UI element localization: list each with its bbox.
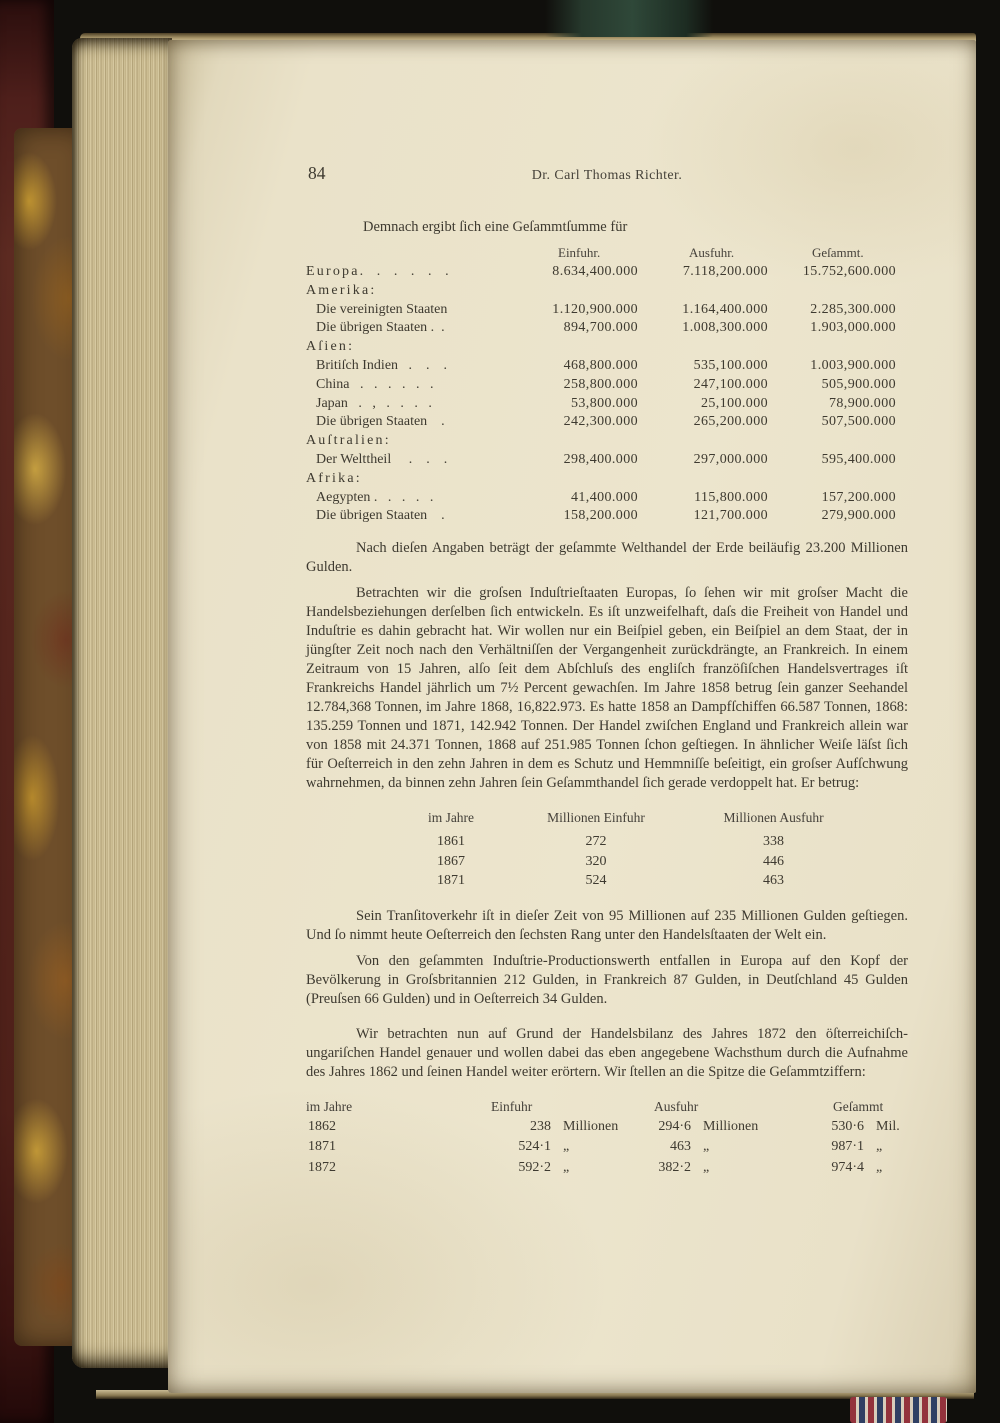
ausfuhr-value: 1.164,400.000 [682, 301, 768, 317]
table-row [306, 450, 908, 469]
ausfuhr-value: 1.008,300.000 [682, 320, 768, 336]
table-row [306, 375, 908, 394]
gesammtziffern-table [306, 1097, 908, 1179]
jahr-value: 1872 [308, 1159, 336, 1175]
column-header-ausfuhr: Ausfuhr [654, 1098, 699, 1114]
world-trade-table [306, 243, 908, 525]
einfuhr-cell [451, 1158, 569, 1177]
column-header-gesammt: Geſammt. [812, 245, 864, 260]
paragraph-production-per-head: Von den geſammten Induſtrie-Productionswerth entfallen in Europa auf den Kopf der Bevölkerung in Groſsbritannien 212 Gulden, in Frankreich 87 Gulden, in Deutſchland 45 Gulden (Preuſsen 66 Gulden) und in Oeſterreich 34 Gulden. [306, 952, 908, 1007]
ausfuhr-value: 265,200.000 [693, 414, 768, 430]
gesammt-value: 507,500.000 [821, 414, 896, 430]
column-header-einfuhr: Einfuhr [491, 1098, 533, 1114]
table-row [306, 488, 908, 507]
row-label: Die übrigen Staaten . [316, 414, 445, 430]
gesammt-cell [776, 1158, 882, 1177]
table-row [306, 1137, 908, 1158]
running-header: Dr. Carl Thomas Richter. [531, 168, 683, 183]
ausfuhr-value: 297,000.000 [693, 451, 768, 467]
row-label: Britiſch Indien . . . [316, 357, 448, 373]
jahr-value: 1871 [308, 1139, 336, 1155]
section-label: Afrika: [306, 470, 362, 486]
einfuhr-value: 524 [585, 873, 607, 889]
gesammt-value: 2.285,300.000 [810, 301, 896, 317]
gesammt-value: 15.752,600.000 [802, 264, 896, 279]
einfuhr-value: 592·2 [518, 1159, 551, 1175]
column-header-millionen-ausfuhr: Millionen Ausfuhr [723, 810, 824, 826]
jahr-value: 1867 [437, 853, 465, 869]
column-header-jahr: im Jahre [427, 810, 475, 826]
column-header-jahr: im Jahre [306, 1098, 353, 1114]
einfuhr-value: 158,200.000 [563, 508, 638, 524]
einfuhr-value: 298,400.000 [563, 451, 638, 467]
intro-line: Demnach ergibt ſich eine Geſammtſumme für [363, 219, 628, 235]
ausfuhr-unit: „ [703, 1139, 710, 1155]
einfuhr-unit: „ [563, 1139, 570, 1155]
einfuhr-unit: Millionen [563, 1118, 619, 1134]
section-label: Amerika: [306, 282, 377, 298]
table-section-asien [306, 337, 908, 356]
einfuhr-value: 894,700.000 [563, 320, 638, 336]
ausfuhr-value: 535,100.000 [693, 357, 768, 373]
ausfuhr-value: 463 [670, 1139, 691, 1155]
table-row [306, 1117, 908, 1138]
section-label: Auſtralien: [306, 433, 391, 449]
table-section-australien [306, 431, 908, 450]
ausfuhr-value: 382·2 [658, 1159, 691, 1175]
page-stack-edges [72, 38, 172, 1368]
paragraph-handelsbilanz-1872: Wir betrachten nun auf Grund der Handelsbilanz des Jahres 1872 den öſterreichiſch-ungariſchen Handel genauer und wollen dabei das eben angegebene Wachsthum durch die Aufnahme des Jahres 1862 und ſeinen Handel weiter erörtern. Wir ſtellen an die Spitze die Geſammtziffern: [306, 1025, 908, 1080]
jahr-value: 1861 [437, 834, 465, 850]
gesammt-unit: Mil. [876, 1118, 900, 1134]
gesammt-value: 1.003,900.000 [810, 357, 896, 373]
gesammt-value: 505,900.000 [821, 376, 896, 392]
ausfuhr-value: 294·6 [658, 1118, 691, 1134]
table-row-europa [306, 262, 908, 281]
table-section-afrika [306, 469, 908, 488]
gesammt-value: 78,900.000 [829, 395, 896, 411]
paragraph-transito: Sein Tranſitoverkehr iſt in dieſer Zeit von 95 Millionen auf 235 Millionen Gulden geſtiegen. Und ſo nimmt heute Oeſterreich den ſechsten Rang unter den Handelsſtaaten der Welt ein. [306, 907, 908, 943]
gesammt-value: 987·1 [831, 1139, 864, 1155]
ausfuhr-value: 25,100.000 [701, 395, 768, 411]
einfuhr-value: 320 [585, 853, 607, 869]
table2-header-row [391, 808, 871, 827]
ausfuhr-value: 121,700.000 [693, 508, 768, 524]
table-row [306, 300, 908, 319]
row-label: Der Welttheil . . . [316, 451, 448, 467]
gesammt-unit: „ [876, 1139, 883, 1155]
gesammt-value: 157,200.000 [821, 489, 896, 505]
einfuhr-value: 524·1 [518, 1139, 551, 1155]
table-row [306, 356, 908, 375]
gesammt-value: 530·6 [831, 1118, 864, 1134]
book-page [168, 40, 976, 1393]
row-label: Die übrigen Staaten . . [316, 320, 445, 336]
table-row [306, 506, 908, 525]
book-headband [850, 1397, 947, 1423]
section-label: Aſien: [306, 339, 355, 355]
ausfuhr-cell [606, 1137, 709, 1156]
book-cover-cloth [545, 0, 713, 37]
einfuhr-value: 53,800.000 [571, 395, 638, 411]
table-row [306, 318, 908, 337]
einfuhr-value: 8.634,400.000 [552, 264, 638, 279]
gesammt-cell [776, 1137, 882, 1156]
einfuhr-value: 1.120,900.000 [552, 301, 638, 317]
gesammt-value: 279,900.000 [821, 508, 896, 524]
einfuhr-value: 272 [585, 834, 607, 850]
gesammt-cell [776, 1117, 900, 1136]
einfuhr-cell [451, 1117, 618, 1136]
column-header-gesammt: Geſammt [833, 1098, 884, 1114]
column-header-einfuhr: Einfuhr. [558, 245, 601, 260]
row-label: Die vereinigten Staaten [316, 301, 448, 317]
row-label: Aegypten . . . . . [316, 489, 434, 505]
row-label: Europa. . . . . . [306, 264, 451, 279]
gesammt-value: 595,400.000 [821, 451, 896, 467]
row-label: Die übrigen Staaten . [316, 508, 445, 524]
row-label: China . . . . . . [316, 376, 434, 392]
ausfuhr-value: 7.118,200.000 [682, 264, 768, 279]
paragraph-world-total: Nach dieſen Angaben beträgt der geſammte Welthandel der Erde beiläufig 23.200 Millionen Gulden. [306, 540, 908, 576]
page-content [306, 163, 908, 1178]
einfuhr-value: 238 [530, 1118, 551, 1134]
jahr-value: 1862 [308, 1118, 336, 1134]
einfuhr-cell [451, 1137, 569, 1156]
ausfuhr-value: 463 [763, 873, 784, 889]
table-section-amerika [306, 281, 908, 300]
gesammt-unit: „ [876, 1159, 883, 1175]
jahr-value: 1871 [437, 873, 465, 889]
table-row [306, 394, 908, 413]
ausfuhr-cell [606, 1117, 758, 1136]
einfuhr-value: 468,800.000 [563, 357, 638, 373]
ausfuhr-value: 338 [763, 834, 784, 850]
ausfuhr-value: 446 [763, 853, 784, 869]
table-row [391, 871, 871, 891]
column-header-ausfuhr: Ausfuhr. [689, 245, 735, 260]
table1-header-row [306, 243, 908, 262]
table-row [306, 412, 908, 431]
table3-header-row [306, 1097, 908, 1117]
ausfuhr-value: 115,800.000 [694, 489, 768, 505]
column-header-millionen-einfuhr: Millionen Einfuhr [547, 810, 645, 826]
einfuhr-value: 41,400.000 [571, 489, 638, 505]
einfuhr-value: 258,800.000 [563, 376, 638, 392]
einfuhr-unit: „ [563, 1159, 570, 1175]
page-number: 84 [308, 163, 326, 183]
austria-growth-table [391, 808, 871, 891]
row-label: Japan . , . . . . [316, 395, 432, 411]
gesammt-value: 1.903,000.000 [810, 320, 896, 336]
ausfuhr-cell [606, 1158, 709, 1177]
table-row [306, 1158, 908, 1179]
paragraph-industry-states: Betrachten wir die groſsen Induſtrieſtaaten Europas, ſo ſehen wir mit groſser Macht die Handelsbeziehungen derſelben ſich entwickeln. Es iſt unzweifelhaft, daſs die Freiheit von Handel und Induſtrie es dahin gebracht hat. Wir wollen nur ein Beiſpiel geben, ein Beiſpiel an dem Staat, der in jüngſter Zeit noch nach den Verhältniſſen der Vergangenheit zurückdrängte, an Frankreich. In einem Zeitraum von 15 Jahren, alſo ſeit dem Abſchluſs des engliſch franzöſiſchen Handelsvertrages iſt Frankreichs Handel jährlich um 7½ Percent gewachſen. Im Jahre 1858 betrug ſein ganzer Seehandel 12.784,368 Tonnen, im Jahre 1868, 16,822.973. Es hatte 1858 an Dampfſchiffen 66.587 Tonnen, 1868: 135.259 Tonnen und 1871, 142.942 Tonnen. Der Handel zwiſchen England und Frankreich allein war von 1858 mit 24.371 Tonnen, 1868 auf 251.985 Tonnen ſchon geſtiegen. In ähnlicher Weiſe läſst ſich für Oeſterreich in den zehn Jahren in dem es Schutz und Hemmniſſe beſeitigt, ein groſser Aufſchwung wahrnehmen, da binnen zehn Jahren ſein Geſammthandel ſich gerade verdoppelt hat. Er betrug: [306, 585, 908, 792]
einfuhr-value: 242,300.000 [563, 414, 638, 430]
page-header [306, 163, 908, 188]
table-row [391, 852, 871, 872]
gesammt-value: 974·4 [831, 1159, 864, 1175]
ausfuhr-unit: „ [703, 1159, 710, 1175]
ausfuhr-value: 247,100.000 [693, 376, 768, 392]
table-row [391, 832, 871, 852]
ausfuhr-unit: Millionen [703, 1118, 759, 1134]
